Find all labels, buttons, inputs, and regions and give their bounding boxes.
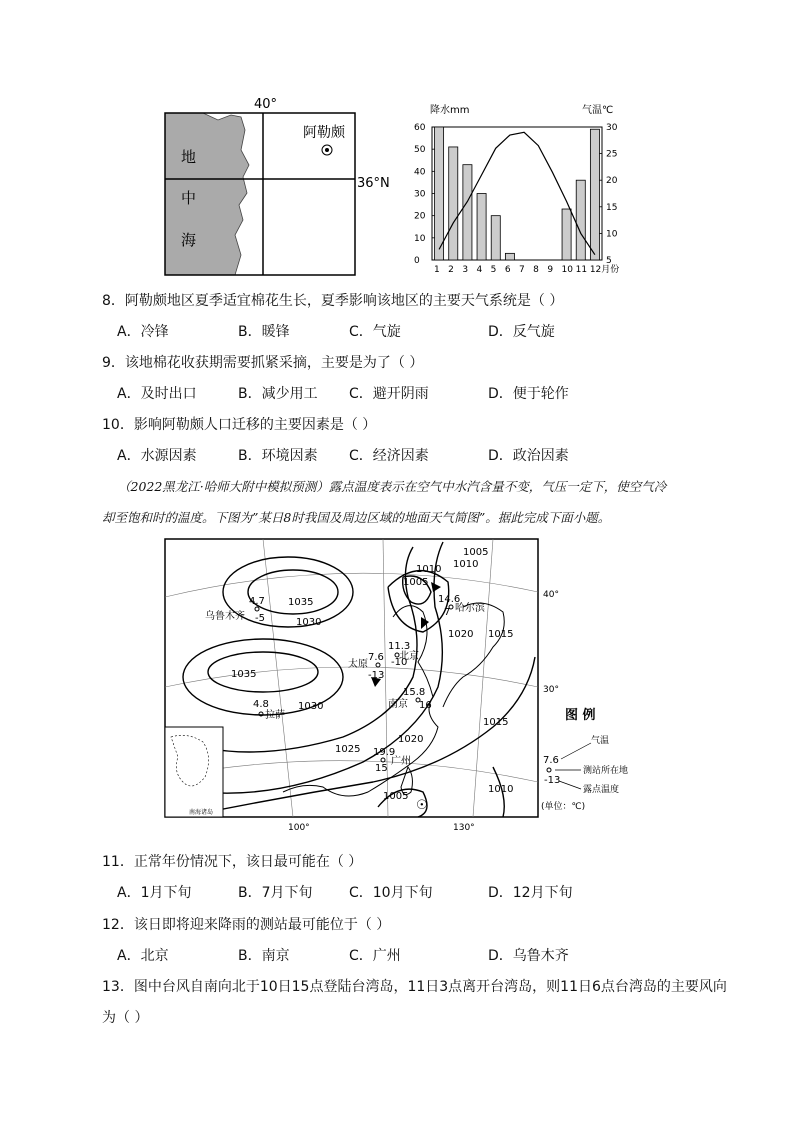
climate-chart [410,100,635,280]
precip-tick-label: 30 [414,189,426,200]
aleppo-map [163,95,390,280]
q12-option-d[interactable]: D．乌鲁木齐 [488,948,569,964]
svg-text:15.8: 15.8 [403,687,426,698]
q8-option-c[interactable]: C．气旋 [349,324,401,340]
precip-tick-label: 60 [414,123,426,133]
lon-100-label: 100° [288,823,310,833]
q10-option-b[interactable]: B．环境因素 [238,448,318,464]
svg-text:太原: 太原 [348,659,368,670]
weather-map [163,537,643,835]
month-tick-label: 9 [547,265,554,275]
svg-text:4.8: 4.8 [253,699,269,710]
typhoon-icon: ☉ [416,798,428,813]
q9-option-c[interactable]: C．避开阴雨 [349,386,429,402]
svg-text:15: 15 [375,763,388,774]
precip-bar [576,180,585,260]
q13-stem-line-2: 为（ ） [102,1010,149,1026]
q12-option-a[interactable]: A．北京 [117,948,169,964]
sea-char-1: 地 [181,148,197,166]
month-tick-label: 10 [561,265,573,275]
q12-option-b[interactable]: B．南京 [238,948,290,964]
month-tick-label: 4 [476,265,483,275]
temp-tick-label: 20 [606,176,618,187]
legend-dew-label: 露点温度 [583,785,620,795]
month-tick-label: 12月份 [589,265,620,275]
precip-tick-label: 10 [414,233,426,244]
svg-text:拉萨: 拉萨 [265,710,285,721]
q13-stem-line-1: 13．图中台风自南向北于10日15点登陆台湾岛，11日3点离开台湾岛，则11日6点台湾岛的主要风向 [102,979,727,995]
svg-text:乌鲁木齐: 乌鲁木齐 [205,611,245,622]
q10-option-a[interactable]: A．水源因素 [117,448,197,464]
q9-stem: 9．该地棉花收获期需要抓紧采摘，主要是为了（ ） [102,355,424,371]
lat-40-label: 40° [543,590,559,600]
climate-ylabel-left: 降水mm [430,105,470,116]
svg-text:-5: -5 [255,613,265,624]
lat-label: 36°N [357,176,390,191]
q8-option-d[interactable]: D．反气旋 [488,324,555,340]
precip-bar [505,253,514,260]
svg-text:-10: -10 [391,657,408,668]
isobar-label: 1035 [231,669,257,680]
climate-month-axis [434,263,619,275]
precip-bar [435,127,444,260]
q8-option-a[interactable]: A．冷锋 [117,324,169,340]
sea-char-2: 中 [181,189,197,207]
month-tick-label: 8 [533,265,539,275]
q11-option-d[interactable]: D．12月下旬 [488,885,573,901]
lat-30-label: 30° [543,685,559,695]
svg-text:19.9: 19.9 [373,747,396,758]
precip-tick-label: 0 [414,256,420,266]
isobar-label: 1025 [335,744,361,755]
temp-tick-label: 10 [606,229,618,240]
svg-text:哈尔滨: 哈尔滨 [455,603,485,614]
isobar-label: 1005 [403,577,429,588]
precip-tick-label: 50 [414,145,426,156]
isobar-label: 1020 [398,734,424,745]
month-tick-label: 2 [448,265,454,275]
temp-line [439,132,595,254]
climate-ylabel-right: 气温℃ [582,105,614,116]
svg-text:16: 16 [419,700,432,711]
temp-tick-label: 30 [606,123,618,133]
isobar-label: 1015 [483,717,509,728]
q9-option-a[interactable]: A．及时出口 [117,386,197,402]
q8-option-b[interactable]: B．暖锋 [238,324,290,340]
intro-line-2: 却至饱和时的温度。下图为”某日8时我国及周边区域的地面天气简图”。据此完成下面小题。 [102,510,611,525]
mediterranean-sea [165,113,249,275]
precip-tick-label: 40 [414,167,426,178]
svg-text:北京: 北京 [399,651,419,662]
inset-label: 南海诸岛 [189,809,214,816]
svg-text:南京: 南京 [388,699,408,710]
legend-temp-label: 气温 [591,736,610,746]
month-tick-label: 6 [504,265,511,275]
isobar-label: 1015 [488,629,514,640]
temp-tick-label: 25 [606,149,618,160]
precip-tick-label: 20 [414,211,426,222]
q10-option-d[interactable]: D．政治因素 [488,448,569,464]
isobar-label: 1010 [488,784,514,795]
svg-text:广州: 广州 [391,756,411,767]
isobar-label: 1035 [288,597,314,608]
intro-line-1: （2022黑龙江·哈师大附中模拟预测）露点温度表示在空气中水汽含量不变，气压一定下，使空气冷 [118,479,667,494]
legend-sample-dew: -13 [544,775,561,786]
sea-char-3: 海 [181,231,197,249]
svg-text:4.7: 4.7 [249,596,265,607]
isobar-label: 1030 [296,617,322,628]
q11-option-a[interactable]: A．1月下旬 [117,885,192,901]
precip-bar [562,209,571,260]
svg-text:14.6: 14.6 [438,594,461,605]
q11-stem: 11．正常年份情况下，该日最可能在（ ） [102,854,363,870]
precip-bar [590,129,599,260]
precip-bar [477,194,486,261]
precip-bar [463,165,472,260]
q11-option-c[interactable]: C．10月下旬 [349,885,433,901]
city-label: 阿勒颇 [303,125,345,141]
svg-text:7.6: 7.6 [368,652,384,663]
isobar-label: 1010 [416,564,442,575]
temp-tick-label: 15 [606,202,618,213]
q8-stem: 8．阿勒颇地区夏季适宜棉花生长，夏季影响该地区的主要天气系统是（ ） [102,293,564,309]
legend-unit: (单位：℃) [541,802,586,812]
month-tick-label: 5 [490,265,497,275]
temp-tick-label: 5 [606,256,612,266]
legend-sample-temp: 7.6 [543,755,559,766]
isobar-label: 1020 [448,629,474,640]
svg-text:11.3: 11.3 [388,641,411,652]
q12-option-c[interactable]: C．广州 [349,948,401,964]
weather-legend [541,707,628,812]
lon-label: 40° [254,97,278,112]
lon-130-label: 130° [453,823,475,833]
q10-stem: 10．影响阿勒颇人口迁移的主要因素是（ ） [102,417,377,433]
south-china-sea-inset [165,727,223,817]
legend-station-label: 测站所在地 [583,766,629,776]
isobar-label: 1010 [453,559,479,570]
svg-text:-13: -13 [368,670,385,681]
isobar-label: 1005 [463,547,489,558]
q9-option-d[interactable]: D．便于轮作 [488,386,569,402]
precip-bar [491,216,500,260]
isobar-label: 1005 [383,791,409,802]
month-tick-label: 11 [575,265,588,275]
precip-bars [435,127,600,260]
precip-bar [449,147,458,260]
month-tick-label: 3 [462,265,469,275]
q11-option-b[interactable]: B．7月下旬 [238,885,313,901]
legend-title: 图 例 [565,708,596,723]
q12-stem: 12．该日即将迎来降雨的测站最可能位于（ ） [102,917,391,933]
q10-option-c[interactable]: C．经济因素 [349,448,429,464]
isobar-label: 1030 [298,701,324,712]
month-tick-label: 1 [434,265,440,275]
q9-option-b[interactable]: B．减少用工 [238,386,318,402]
month-tick-label: 7 [519,265,525,275]
svg-text:7: 7 [444,607,451,618]
